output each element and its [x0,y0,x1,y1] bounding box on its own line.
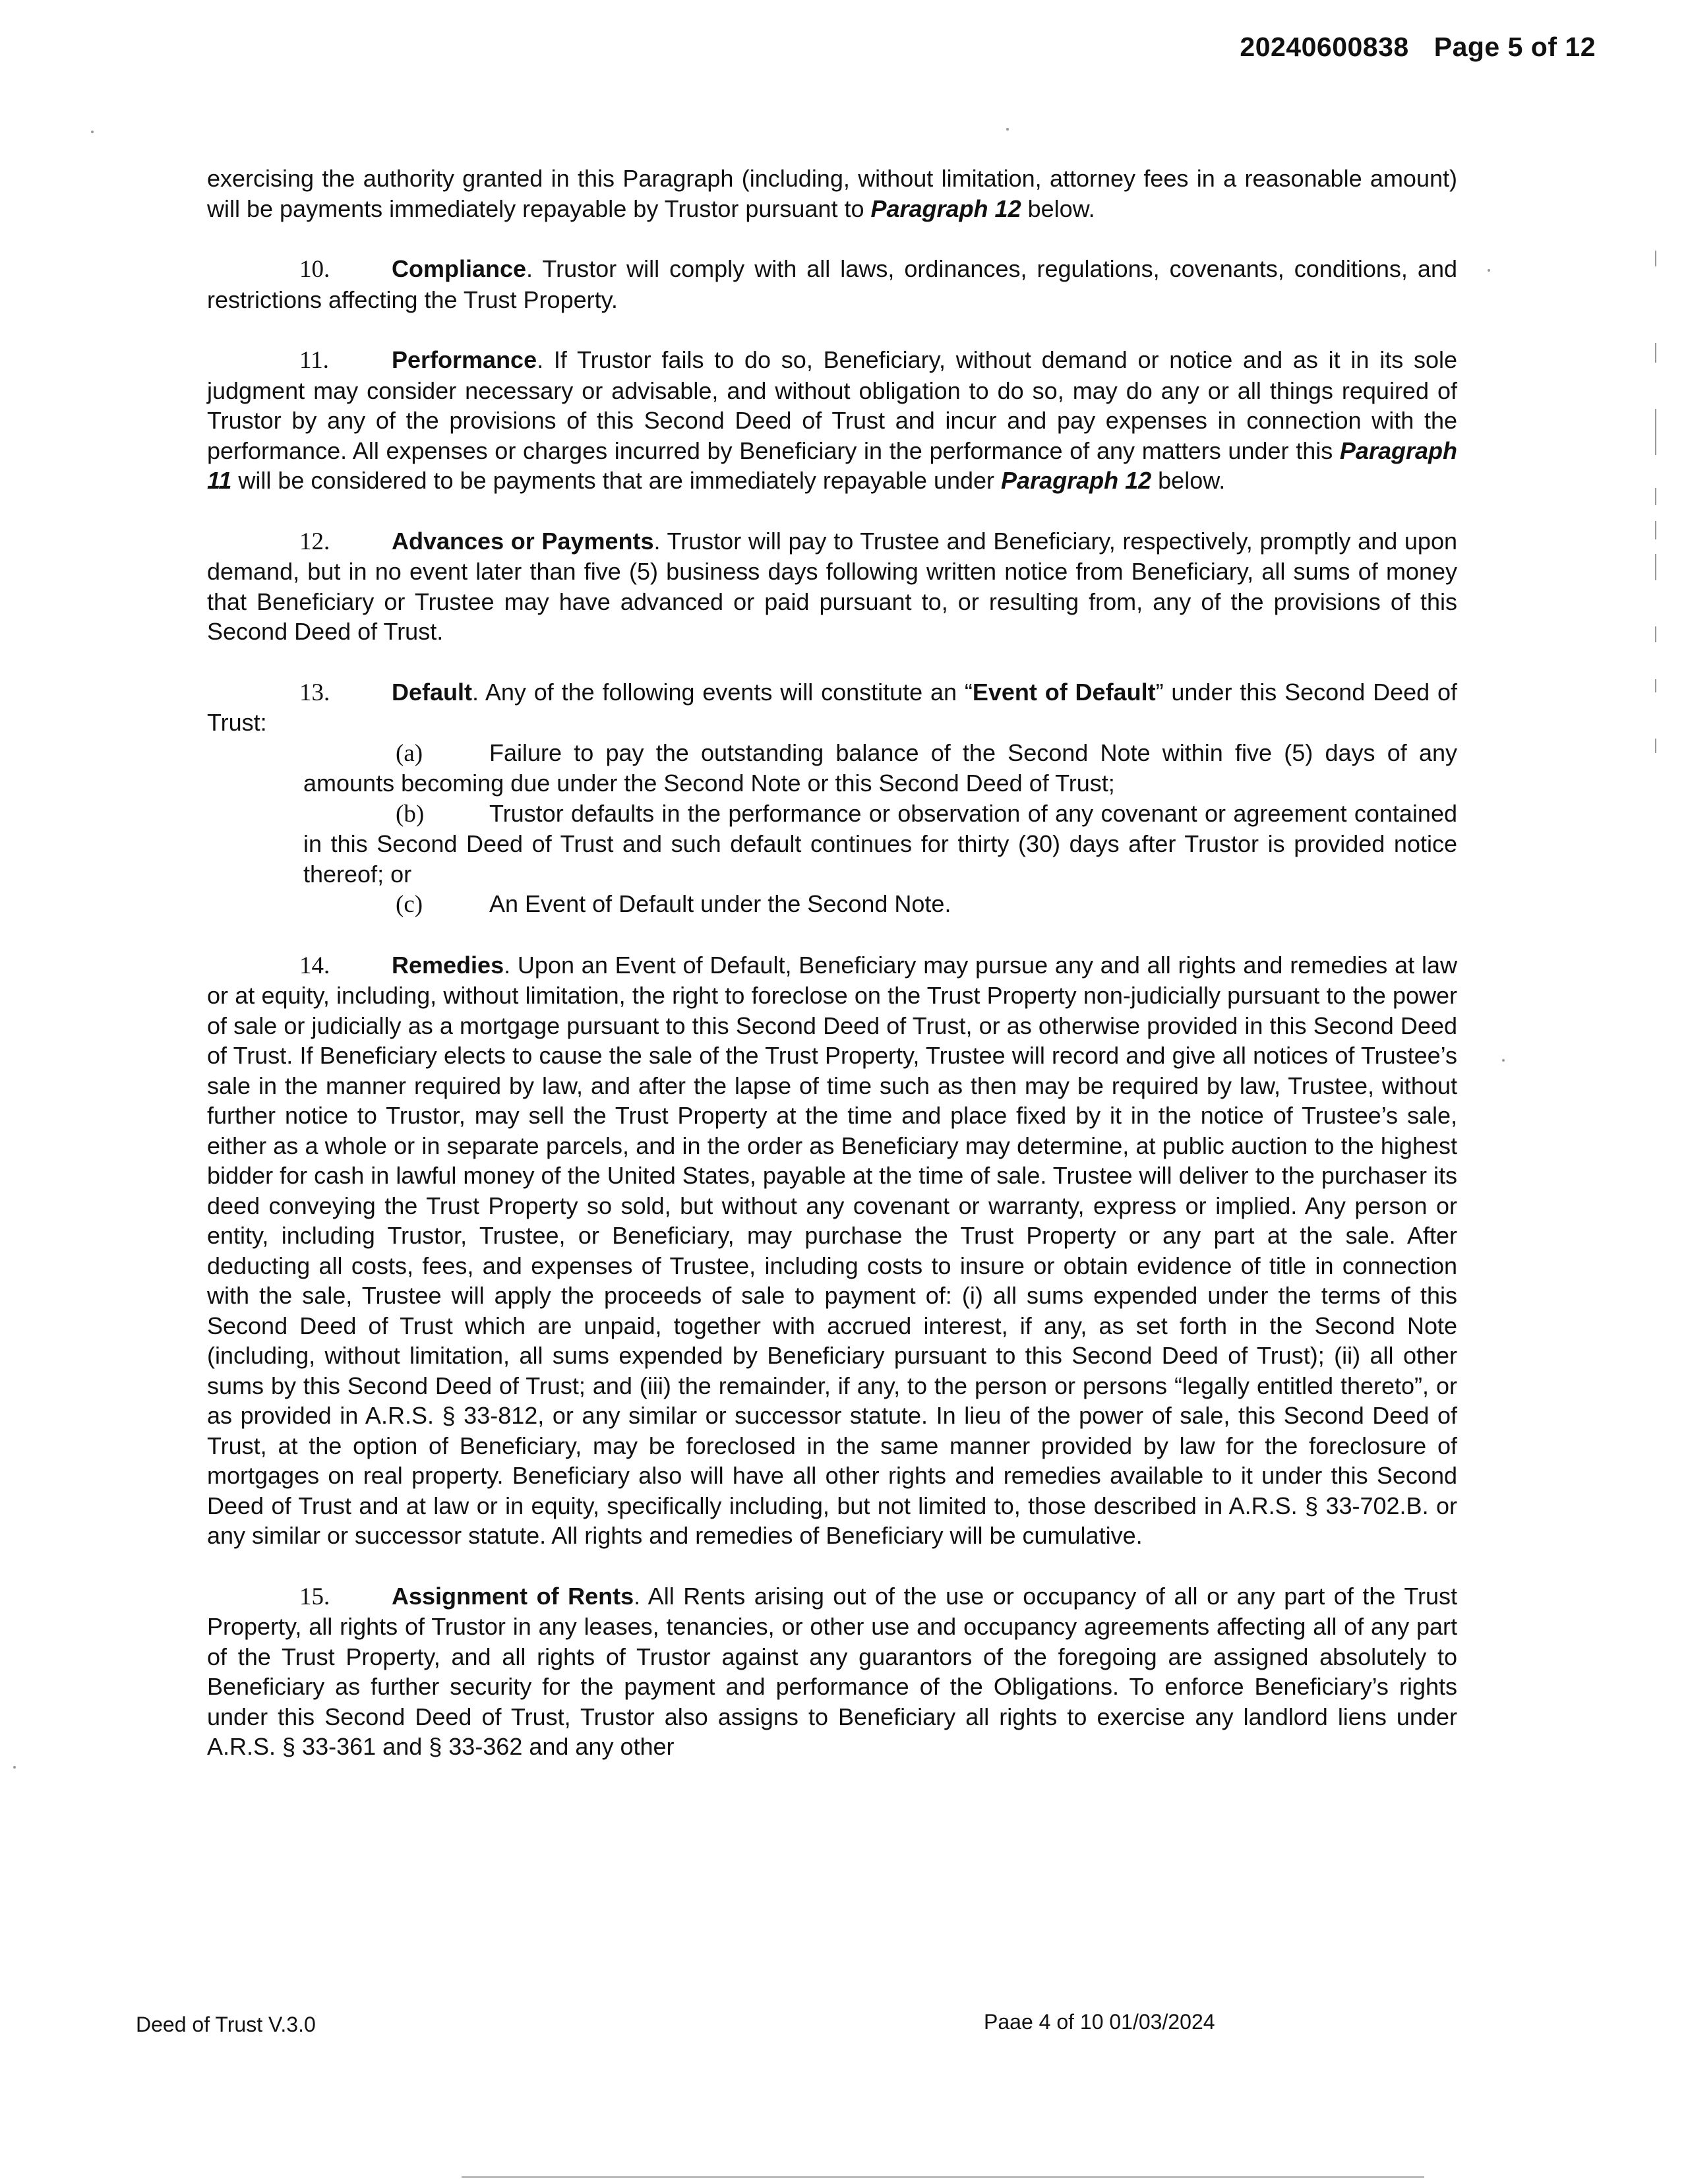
item-label: (c) [396,891,423,918]
intro-text-b: below. [1021,195,1095,222]
item-text: Failure to pay the outstanding balance of the Second Note within five (5) days of any amounts becoming due under the Second Note or this Second Deed of Trust; [303,739,1457,797]
section-text: ” under this Second Deed of Trust: [207,678,1457,736]
paragraph-reference: Paragraph 11 [207,437,1457,494]
section-heading: Default [392,678,473,706]
section-text: . If Trustor fails to do so, Beneficiary, without demand or notice and as it in its sole judgment may consider necessary or advisable, and without obligation to do so, may do any or all things required of Trustor by any of the provisions of this Second Deed of Trust and incur and pay expenses in connection with the performance. All expenses or charges incurred by Beneficiary in the performance of any matters under this [207,346,1457,464]
section-text: . All Rents arising out of the use or occupancy of all or any part of the Trust Property, all rights of Trustor in any leases, tenancies, or other use and occupancy agreements affecting all of any part of the Trust Property, and all rights of Trustor against any guarantors of the foregoing are assigned absolutely to Beneficiary as further security for the payment and performance of the Obligations. To enforce Beneficiary’s rights under this Second Deed of Trust, Trustor also assigns to Beneficiary all rights to exercise any landlord liens under A.R.S. § 33-361 and § 33-362 and any other [207,1582,1457,1760]
section-text: will be considered to be payments that are immediately repayable under [231,467,1002,494]
section-10-compliance [207,254,1457,315]
section-number: 10. [299,256,330,283]
section-text: . Trustor will comply with all laws, ordinances, regulations, covenants, conditions, and restrictions affecting the Trust Property. [207,255,1457,313]
section-13-default [207,677,1457,920]
paragraph-reference: Paragraph 12 [870,195,1021,222]
section-number: 15. [299,1583,330,1610]
document-header [1240,32,1596,63]
item-label: (a) [396,739,423,767]
section-text: . Any of the following events will constitute an “ [472,678,973,706]
section-text: . Upon an Event of Default, Beneficiary may pursue any and all rights and remedies at law or at equity, including, without limitation, the right to foreclose on the Trust Property non-judicially pursuant to the power of sale or judicially as a mortgage pursuant to this Second Deed of Trust, or as otherwise provided in this Second Deed of Trust. If Beneficiary elects to cause the sale of the Trust Property, Trustee will record and give all notices of Trustee’s sale in the manner required by law, and after the lapse of time such as then may be required by law, Trustee, without further notice to Trustor, may sell the Trust Property at the time and place fixed by it in the notice of Trustee’s sale, either as a whole or in separate parcels, and in the order as Beneficiary may determine, at public auction to the highest bidder for cash in lawful money of the United States, payable at the time of sale. Trustee will deliver to the purchaser its deed conveying the Trust Property so sold, but without any covenant or warranty, express or implied. Any person or entity, including Trustor, Trustee, or Beneficiary, may purchase the Trust Property or any part at the sale. After deducting all costs, fees, and expenses of Trustee, including costs to insure or obtain evidence of title in connection with the sale, Trustee will apply the proceeds of sale to payment of: (i) all sums expended under the terms of this Second Deed of Trust which are unpaid, together with accrued interest, if any, as set forth in the Second Note (including, without limitation, all sums expended by Beneficiary pursuant to this Second Deed of Trust); (ii) all other sums by this Second Deed of Trust; and (iii) the remainder, if any, to the person or persons “legally entitled thereto”, or as provided in A.R.S. § 33-812, or any similar or successor statute. In lieu of the power of sale, this Second Deed of Trust, at the option of Beneficiary, may be foreclosed in the same manner provided by law for the foreclosure of mortgages on real property. Beneficiary also will have all other rights and remedies available to it under this Second Deed of Trust and at law or in equity, specifically including, but not limited to, those described in A.R.S. § 33-702.B. or any similar or successor statute. All rights and remedies of Beneficiary will be cumulative. [207,951,1457,1549]
section-number: 13. [299,679,330,706]
item-text: An Event of Default under the Second Note. [489,890,951,917]
intro-text-a: exercising the authority granted in this Paragraph (including, without limitation, attorney fees in a reasonable amount) will be payments immediately repayable by Trustor pursuant to [207,165,1457,222]
section-number: 12. [299,528,330,555]
footer-page-date: Paae 4 of 10 01/03/2024 [984,2010,1215,2034]
section-heading: Assignment of Rents [392,1582,634,1610]
section-14-remedies [207,950,1457,1551]
section-heading: Performance [392,346,537,373]
document-body [207,164,1457,1792]
section-15-assignment-of-rents [207,1581,1457,1762]
section-heading: Compliance [392,255,527,282]
paragraph-reference: Paragraph 12 [1001,467,1152,494]
section-12-advances [207,526,1457,647]
item-text: Trustor defaults in the performance or observation of any covenant or agreement contained in this Second Deed of Trust and such default continues for thirty (30) days after Trustor is provided notice thereof; or [303,799,1457,888]
list-item [303,738,1457,799]
section-text: . Trustor will pay to Trustee and Beneficiary, respectively, promptly and upon demand, but in no event later than five (5) business days following written notice from Beneficiary, all sums of money that Beneficiary or Trustee may have advanced or paid pursuant to, or resulting from, any of the provisions of this Second Deed of Trust. [207,527,1457,645]
page-indicator: Page 5 of 12 [1433,32,1596,62]
section-text: below. [1151,467,1226,494]
section-number: 14. [299,952,330,979]
section-number: 11. [299,347,329,374]
item-label: (b) [396,800,425,828]
defined-term: Event of Default [972,678,1156,706]
footer-form-version: Deed of Trust V.3.0 [136,2013,316,2036]
recording-number: 20240600838 [1240,32,1409,62]
list-item [303,889,1457,920]
continuation-paragraph [207,164,1457,224]
section-heading: Remedies [392,951,504,979]
section-heading: Advances or Payments [392,527,654,555]
section-11-performance [207,345,1457,496]
section-intro [207,677,1457,738]
list-item [303,799,1457,890]
